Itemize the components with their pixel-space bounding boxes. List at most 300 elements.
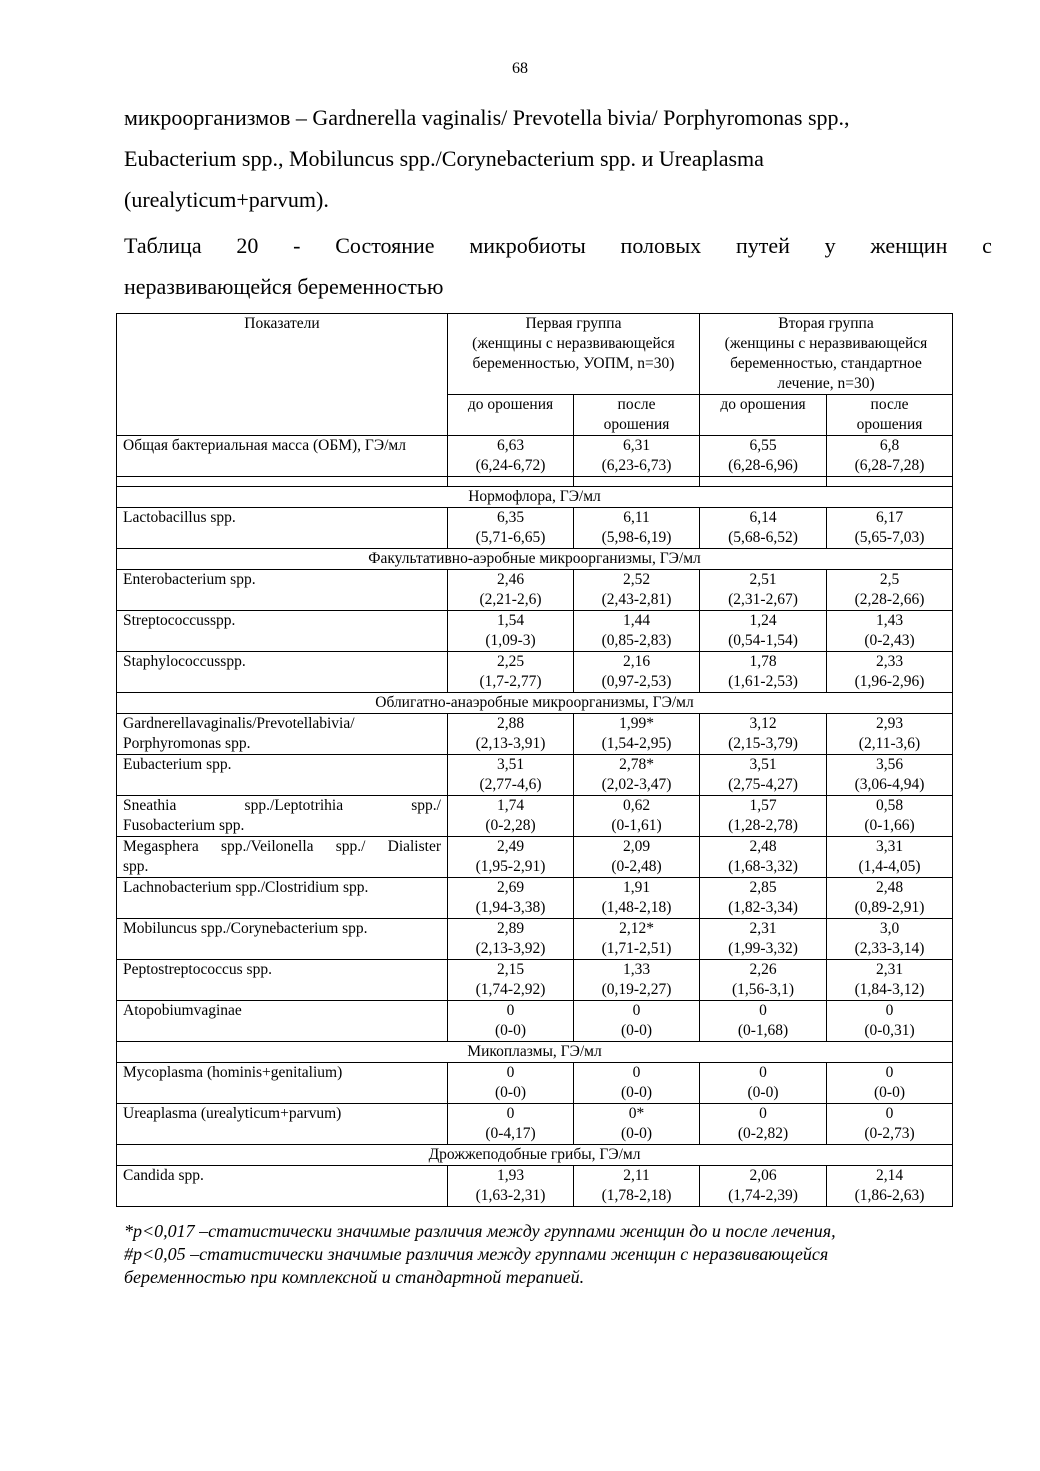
value-cell — [448, 919, 574, 960]
header-line: беременностью, стандартное — [730, 355, 922, 372]
value-cell — [700, 919, 827, 960]
value-cell — [448, 1063, 574, 1104]
value-cell — [574, 1104, 700, 1145]
value-cell — [574, 508, 700, 549]
header-line: Первая группа — [525, 315, 622, 332]
header-line: орошения — [603, 416, 670, 433]
value-cell — [827, 960, 953, 1001]
value-range: (2,02-3,47) — [601, 776, 672, 793]
value-range: (0-0) — [495, 1022, 526, 1039]
value-cell — [448, 436, 574, 477]
value-range: (1,74-2,92) — [475, 981, 546, 998]
value-cell — [827, 652, 953, 693]
value-range: (0-4,17) — [485, 1125, 536, 1142]
table-spacer-row — [117, 477, 953, 487]
footnote-line-2: #p<0,05 –статистически значимые различия между группами женщин с неразвивающейся — [124, 1244, 829, 1264]
header-line: беременностью, УОПМ, n=30) — [472, 355, 675, 372]
spacer-cell — [574, 477, 700, 487]
value-cell — [700, 1063, 827, 1104]
value-median: 3,51 — [496, 756, 525, 773]
value-cell — [574, 611, 700, 652]
value-range: (1,86-2,63) — [854, 1187, 925, 1204]
value-range: (5,98-6,19) — [601, 529, 672, 546]
word: Ureaplasma — [658, 146, 764, 171]
value-median: 2,93 — [875, 715, 904, 732]
header-line: (женщины с неразвивающейся — [724, 335, 928, 352]
value-range: (0-0,31) — [864, 1022, 915, 1039]
value-cell — [574, 652, 700, 693]
value-median: 6,31 — [622, 437, 651, 454]
word: половых — [620, 233, 702, 258]
value-range: (2,11-3,6) — [858, 735, 921, 752]
value-range: (0-1,61) — [611, 817, 662, 834]
value-cell — [700, 714, 827, 755]
value-range: (1,74-2,39) — [728, 1187, 798, 1204]
value-cell — [574, 960, 700, 1001]
value-range: (1,95-2,91) — [475, 858, 546, 875]
value-median: 2,48 — [875, 879, 904, 896]
word: с — [982, 233, 992, 258]
value-median: 2,89 — [496, 920, 525, 937]
value-cell — [827, 1063, 953, 1104]
row-label — [117, 652, 448, 693]
value-cell — [827, 611, 953, 652]
header-line: орошения — [856, 416, 923, 433]
header-indicators: Показатели — [117, 314, 448, 436]
value-range: (1,99-3,32) — [728, 940, 798, 957]
value-median: 2,48 — [749, 838, 777, 855]
header-line: Вторая группа — [778, 315, 874, 332]
word: микробиоты — [469, 233, 586, 258]
value-range: (2,28-2,66) — [854, 591, 925, 608]
value-median: 2,14 — [875, 1167, 904, 1184]
row-label — [117, 919, 448, 960]
value-median: 2,69 — [496, 879, 525, 896]
value-median: 6,55 — [749, 437, 777, 454]
word: Eubacterium — [124, 146, 237, 171]
subheader-after-2 — [827, 395, 953, 436]
value-cell — [827, 1001, 953, 1042]
value-cell — [700, 570, 827, 611]
word: vaginalis/ — [421, 105, 508, 130]
spacer-cell — [117, 477, 448, 487]
row-label-line: spp. — [123, 858, 149, 875]
value-range: (0,89-2,91) — [854, 899, 925, 916]
value-range: (0,97-2,53) — [601, 673, 672, 690]
value-range: (6,24-6,72) — [475, 457, 546, 474]
value-median: 0,62 — [622, 797, 651, 814]
value-median: 2,33 — [875, 653, 904, 670]
row-label — [117, 755, 448, 796]
table-row — [117, 837, 953, 878]
value-range: (1,96-2,96) — [854, 673, 925, 690]
value-cell — [827, 508, 953, 549]
value-cell — [448, 714, 574, 755]
value-range: (5,68-6,52) — [728, 529, 798, 546]
value-cell — [827, 878, 953, 919]
value-cell — [700, 796, 827, 837]
value-median: 6,14 — [749, 509, 777, 526]
row-label-line: Gardnerellavaginalis/Prevotellabivia/ — [123, 715, 355, 732]
value-median: 1,44 — [622, 612, 651, 629]
value-range: (0-2,82) — [737, 1125, 789, 1142]
header-group-2 — [700, 314, 953, 395]
value-median: 2,31 — [875, 961, 904, 978]
word: spp./Corynebacterium — [399, 146, 595, 171]
word: Gardnerella — [312, 105, 417, 130]
word: Mobiluncus — [288, 146, 395, 171]
value-median: 2,25 — [496, 653, 525, 670]
value-cell — [700, 878, 827, 919]
value-median: 2,26 — [749, 961, 777, 978]
value-range: (6,28-7,28) — [854, 457, 925, 474]
value-cell — [448, 611, 574, 652]
spacer-cell — [448, 477, 574, 487]
value-range: (1,7-2,77) — [479, 673, 542, 690]
value-cell — [827, 796, 953, 837]
table-row-total-mass — [117, 436, 953, 477]
word: 20 — [236, 233, 259, 258]
header-line: после — [870, 396, 909, 413]
table-row — [117, 1063, 953, 1104]
subheader-after-1 — [574, 395, 700, 436]
value-range: (0-0) — [495, 1084, 526, 1101]
value-cell — [448, 1001, 574, 1042]
word: spp., — [241, 146, 284, 171]
value-range: (0,85-2,83) — [601, 632, 672, 649]
value-cell — [448, 652, 574, 693]
row-label-line: Candida spp. — [123, 1167, 204, 1184]
value-median: 3,0 — [879, 920, 900, 937]
table-row — [117, 1104, 953, 1145]
intro-paragraph — [124, 97, 992, 220]
value-cell — [700, 652, 827, 693]
value-cell — [574, 1063, 700, 1104]
table-row — [117, 919, 953, 960]
value-range: (1,09-3) — [485, 632, 536, 649]
value-median: 1,33 — [622, 961, 651, 978]
value-range: (6,28-6,96) — [728, 457, 798, 474]
value-median: 3,31 — [875, 838, 904, 855]
value-range: (6,23-6,73) — [601, 457, 672, 474]
value-cell — [827, 570, 953, 611]
value-cell — [827, 714, 953, 755]
table-row — [117, 714, 953, 755]
value-median: 1,74 — [496, 797, 525, 814]
value-range: (1,68-3,32) — [728, 858, 798, 875]
value-median: 0 — [885, 1064, 894, 1081]
word: Состояние — [335, 233, 435, 258]
value-median: 0 — [759, 1064, 767, 1081]
value-cell — [700, 436, 827, 477]
value-range: (1,71-2,51) — [601, 940, 672, 957]
value-cell — [574, 1001, 700, 1042]
row-label — [117, 1166, 448, 1207]
table-row — [117, 878, 953, 919]
value-median: 0 — [885, 1105, 894, 1122]
header-line: после — [617, 396, 656, 413]
value-range: (0-2,28) — [485, 817, 536, 834]
value-range: (1,84-3,12) — [854, 981, 925, 998]
value-median: 0 — [506, 1002, 515, 1019]
value-cell — [448, 796, 574, 837]
row-label-line: Eubacterium spp. — [123, 756, 232, 773]
row-label — [117, 1063, 448, 1104]
row-label — [117, 508, 448, 549]
value-cell — [448, 1104, 574, 1145]
value-range: (1,61-2,53) — [728, 673, 798, 690]
value-cell — [700, 611, 827, 652]
value-cell — [574, 796, 700, 837]
row-label — [117, 837, 448, 878]
paragraph-line-2 — [124, 138, 992, 179]
value-median: 3,56 — [875, 756, 904, 773]
value-cell — [827, 1166, 953, 1207]
value-cell — [574, 919, 700, 960]
table-section-row — [117, 1042, 953, 1063]
value-cell — [574, 755, 700, 796]
value-range: (0-0) — [621, 1084, 652, 1101]
value-cell — [827, 919, 953, 960]
value-cell — [574, 570, 700, 611]
row-label-line: Sneathia spp./Leptotrihia spp./ — [123, 797, 441, 814]
value-range: (1,4-4,05) — [858, 858, 921, 875]
row-label — [117, 611, 448, 652]
value-range: (1,78-2,18) — [601, 1187, 672, 1204]
value-cell — [448, 837, 574, 878]
value-median: 1,93 — [496, 1167, 525, 1184]
value-range: (0-2,43) — [864, 632, 915, 649]
value-cell — [574, 1166, 700, 1207]
value-median: 1,43 — [875, 612, 904, 629]
word: – — [295, 105, 307, 130]
header-line: лечение, n=30) — [777, 375, 875, 392]
value-median: 0 — [759, 1105, 767, 1122]
value-range: (0-2,73) — [864, 1125, 915, 1142]
paragraph-line-3: (urealyticum+parvum). — [124, 187, 329, 212]
value-cell — [448, 878, 574, 919]
value-median: 2,5 — [879, 571, 900, 588]
table-header-row — [117, 314, 953, 395]
value-median: 6,17 — [875, 509, 904, 526]
value-median: 1,24 — [749, 612, 777, 629]
section-title: Нормофлора, ГЭ/мл — [117, 487, 953, 508]
value-range: (5,65-7,03) — [854, 529, 925, 546]
footnote-line-3: беременностью при комплексной и стандартной терапией. — [124, 1267, 585, 1287]
value-median: 6,11 — [623, 509, 650, 526]
row-label — [117, 714, 448, 755]
row-label-line: Ureaplasma (urealyticum+parvum) — [123, 1105, 342, 1122]
subheader-before-1: до орошения — [448, 395, 574, 436]
value-median: 2,12* — [619, 920, 654, 937]
row-label-line: Lactobacillus spp. — [123, 509, 236, 526]
table-row — [117, 960, 953, 1001]
value-range: (0,19-2,27) — [601, 981, 672, 998]
section-title: Облигатно-анаэробные микроорганизмы, ГЭ/мл — [117, 693, 953, 714]
caption-line-2: неразвивающейся беременностью — [124, 274, 444, 299]
value-range: (2,75-4,27) — [728, 776, 798, 793]
value-range: (0-0) — [621, 1022, 652, 1039]
row-label — [117, 1001, 448, 1042]
row-label-line: Staphylococcusspp. — [123, 653, 246, 670]
value-range: (1,63-2,31) — [475, 1187, 546, 1204]
value-median: 2,85 — [749, 879, 777, 896]
value-cell — [448, 570, 574, 611]
value-cell — [574, 714, 700, 755]
value-range: (1,94-3,38) — [475, 899, 546, 916]
word: spp., — [807, 105, 850, 130]
subheader-before-2: до орошения — [700, 395, 827, 436]
value-median: 6,8 — [879, 437, 900, 454]
value-cell — [827, 837, 953, 878]
value-range: (2,77-4,6) — [479, 776, 542, 793]
value-median: 6,63 — [496, 437, 525, 454]
row-label-line: Atopobiumvaginae — [123, 1002, 242, 1019]
value-cell — [574, 837, 700, 878]
value-median: 2,06 — [749, 1167, 777, 1184]
value-cell — [574, 878, 700, 919]
table-footnote — [124, 1220, 992, 1289]
table-section-row — [117, 487, 953, 508]
value-median: 2,51 — [749, 571, 777, 588]
row-label — [117, 960, 448, 1001]
spacer-cell — [700, 477, 827, 487]
value-median: 2,31 — [749, 920, 777, 937]
section-title: Дрожжеподобные грибы, ГЭ/мл — [117, 1145, 953, 1166]
word: spp. — [600, 146, 637, 171]
word: Prevotella — [512, 105, 602, 130]
value-range: (1,48-2,18) — [601, 899, 672, 916]
value-range: (2,21-2,6) — [479, 591, 542, 608]
row-label — [117, 878, 448, 919]
row-label — [117, 1104, 448, 1145]
value-median: 2,09 — [622, 838, 651, 855]
microbiota-table — [116, 313, 953, 1207]
value-cell — [827, 436, 953, 477]
row-label-line: Streptococcusspp. — [123, 612, 236, 629]
row-label-line: Lachnobacterium spp./Clostridium spp. — [123, 879, 369, 896]
value-median: 0 — [506, 1105, 515, 1122]
value-median: 2,11 — [623, 1167, 650, 1184]
value-median: 6,35 — [496, 509, 525, 526]
value-range: (2,33-3,14) — [854, 940, 925, 957]
value-range: (0-1,68) — [737, 1022, 789, 1039]
value-cell — [700, 837, 827, 878]
value-cell — [700, 1001, 827, 1042]
value-range: (1,54-2,95) — [601, 735, 672, 752]
value-median: 2,46 — [496, 571, 525, 588]
value-cell — [448, 508, 574, 549]
table-section-row — [117, 549, 953, 570]
value-median: 0 — [632, 1002, 641, 1019]
table-row — [117, 570, 953, 611]
row-label: Общая бактериальная масса (ОБМ), ГЭ/мл — [117, 436, 448, 477]
value-range: (2,13-3,92) — [475, 940, 546, 957]
table-row — [117, 611, 953, 652]
word: Porphyromonas — [663, 105, 803, 130]
row-label-line: Mycoplasma (hominis+genitalium) — [123, 1064, 343, 1081]
value-range: (0-0) — [874, 1084, 905, 1101]
section-title: Микоплазмы, ГЭ/мл — [117, 1042, 953, 1063]
row-label-line: Mobiluncus spp./Corynebacterium spp. — [123, 920, 368, 937]
table-row — [117, 1001, 953, 1042]
header-group-1 — [448, 314, 700, 395]
header-line: (женщины с неразвивающейся — [472, 335, 675, 352]
caption-line-1 — [124, 225, 992, 266]
section-title: Факультативно-аэробные микроорганизмы, ГЭ/мл — [117, 549, 953, 570]
table-row — [117, 796, 953, 837]
value-median: 1,99* — [619, 715, 654, 732]
value-range: (0-0) — [747, 1084, 779, 1101]
value-range: (0-2,48) — [611, 858, 662, 875]
value-range: (1,56-3,1) — [732, 981, 794, 998]
value-range: (2,15-3,79) — [728, 735, 798, 752]
value-median: 1,54 — [496, 612, 525, 629]
table-row — [117, 508, 953, 549]
value-median: 2,88 — [496, 715, 525, 732]
value-median: 2,15 — [496, 961, 525, 978]
value-median: 1,78 — [749, 653, 777, 670]
row-label — [117, 796, 448, 837]
word: - — [293, 233, 301, 258]
value-median: 0 — [506, 1064, 515, 1081]
value-range: (2,13-3,91) — [475, 735, 546, 752]
value-median: 0 — [632, 1064, 641, 1081]
value-cell — [700, 1166, 827, 1207]
value-cell — [700, 755, 827, 796]
table-caption — [124, 225, 992, 307]
value-median: 2,52 — [622, 571, 651, 588]
page-number: 68 — [512, 60, 528, 77]
value-cell — [700, 960, 827, 1001]
value-cell — [827, 755, 953, 796]
value-median: 1,91 — [622, 879, 651, 896]
table-row — [117, 1166, 953, 1207]
word: bivia/ — [607, 105, 658, 130]
value-median: 3,51 — [749, 756, 777, 773]
word: путей — [735, 233, 790, 258]
value-cell — [448, 1166, 574, 1207]
spacer-cell — [827, 477, 953, 487]
value-median: 3,12 — [749, 715, 777, 732]
row-label-line: Fusobacterium spp. — [123, 817, 245, 834]
value-range: (0-0) — [621, 1125, 652, 1142]
value-median: 0,58 — [875, 797, 904, 814]
value-cell — [448, 755, 574, 796]
value-range: (3,06-4,94) — [854, 776, 925, 793]
table-section-row — [117, 693, 953, 714]
value-median: 2,16 — [622, 653, 651, 670]
value-cell — [700, 1104, 827, 1145]
value-range: (2,31-2,67) — [728, 591, 798, 608]
value-range: (5,71-6,65) — [475, 529, 546, 546]
row-label-line: Megasphera spp./Veilonella spp./ Dialister — [123, 838, 441, 855]
word: женщин — [870, 233, 948, 258]
paragraph-line-1 — [124, 97, 992, 138]
table-section-row — [117, 1145, 953, 1166]
word: у — [824, 233, 836, 258]
row-label-line: Peptostreptococcus spp. — [123, 961, 272, 978]
value-range: (1,82-3,34) — [728, 899, 798, 916]
value-median: 1,57 — [749, 797, 777, 814]
value-cell — [700, 508, 827, 549]
value-cell — [574, 436, 700, 477]
table-row — [117, 755, 953, 796]
value-median: 2,49 — [496, 838, 525, 855]
value-median: 0 — [759, 1002, 767, 1019]
value-range: (2,43-2,81) — [601, 591, 672, 608]
value-cell — [827, 1104, 953, 1145]
